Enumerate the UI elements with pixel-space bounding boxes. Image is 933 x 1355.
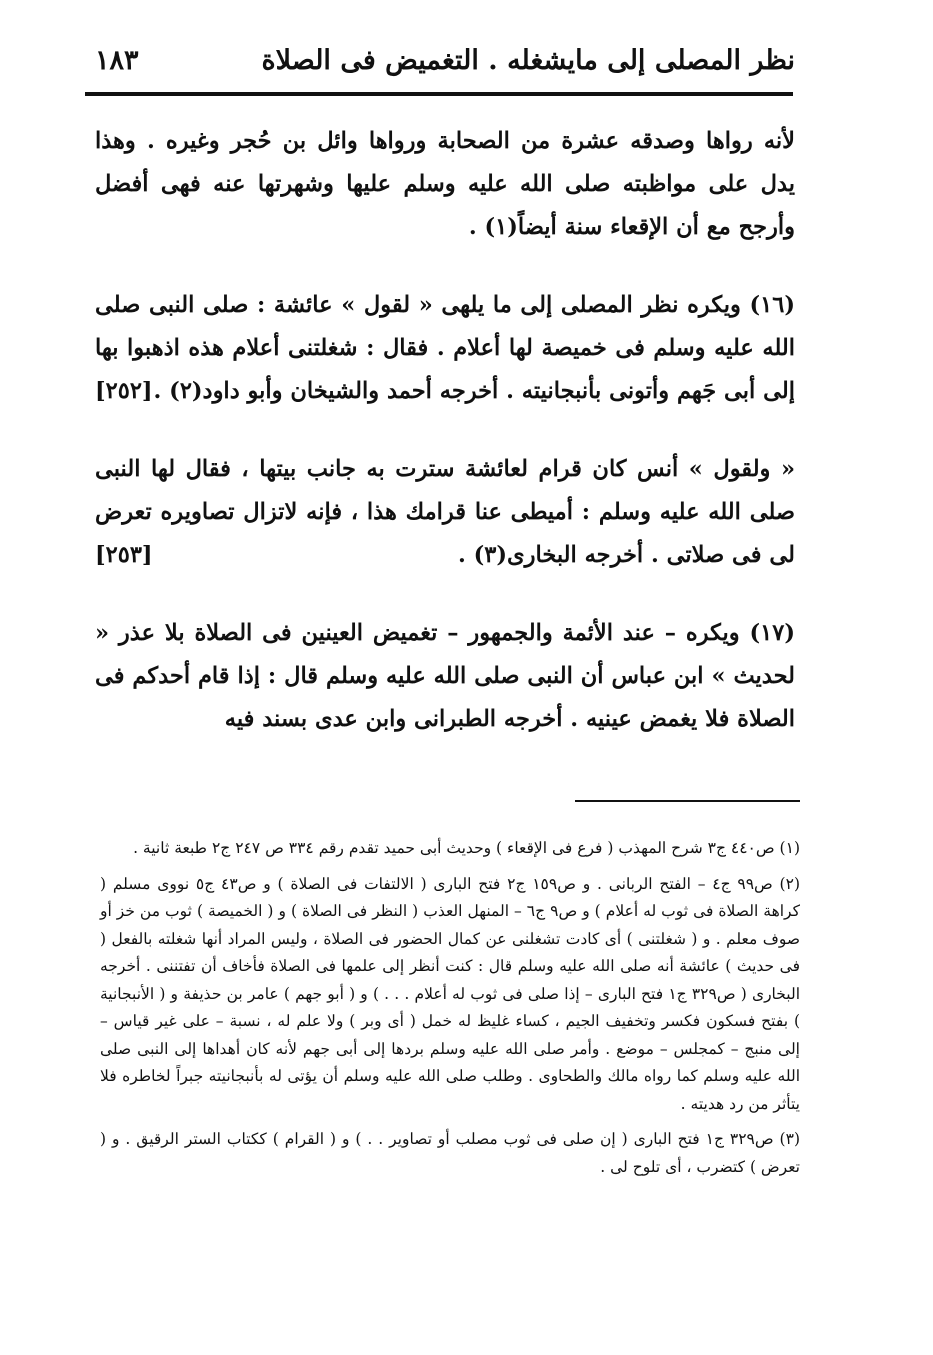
- hadith-number: [٢٥٣]: [95, 542, 153, 568]
- running-title: نظر المصلى إلى مايشغله . التغميض فى الصلاة: [261, 44, 795, 76]
- footnote-1: (١) ص٤٤٠ ج٣ شرح المهذب ( فرع فى الإقعاء ) وحديث أبى حميد تقدم رقم ٣٣٤ ص ٢٤٧ ج٢ طبعة ثانية .: [133, 839, 800, 857]
- main-text: [95, 120, 795, 741]
- paragraph-2: [95, 284, 795, 413]
- paragraph-text: (١٦) ويكره نظر المصلى إلى ما يلهى « لقول » عائشة : صلى النبى صلى الله عليه وسلم فى خميصة لها أعلام . فقال : شغلتنى أعلام هذه اذهبوا بها إلى أبى جَهم وأتونى بأنبجانيته . أخرجه أحمد والشيخان وأبو داود(٢) .: [95, 292, 795, 404]
- footnote-3: (٣) ص٣٢٩ ج١ فتح البارى ( إن صلى فى ثوب مصلب أو تصاوير . . ) و ( القرام ) ككتاب الستر الرقيق . و ( تعرض ) كتضرب ، أى تلوح لى .: [100, 1130, 800, 1176]
- hadith-number: [٢٥٢]: [95, 378, 153, 404]
- paragraph-3: [95, 448, 795, 577]
- paragraph-text: لأنه رواها وصدقه عشرة من الصحابة ورواها وائل بن حُجر وغيره . وهذا يدل على مواظبته صلى الله عليه وسلم عليها وشهرتها عنه فهى أفضل وأرجح مع أن الإقعاء سنة أيضاً(١) .: [95, 128, 795, 240]
- footnote-2: (٢) ص٩٩ ج٤ – الفتح الربانى . و ص١٥٩ ج٢ فتح البارى ( الالتفات فى الصلاة ) و ص٤٣ ج٥ نووى مسلم ( كراهة الصلاة فى ثوب له أعلام ) و ص٩ ج٦ – المنهل العذب ( النظر فى الصلاة ) و ( الخميصة ) ثوب من خز أو صوف معلم . و ( شغلتنى ) أى كادت تشغلنى عن كمال الحضور فى الصلاة ، وليس المراد أنها شغلته بالفعل ( فى حديث ) عائشة أنه صلى الله عليه وسلم قال : كنت أنظر إلى علمها فى الصلاة فأخاف أن تفتننى . أخرجه البخارى ( ص٣٢٩ ج١ فتح البارى – إذا صلى فى ثوب له أعلام . . . ) و ( أبو جهم ) عامر بن حذيفة و ( الأنبجانية ) بفتح فسكون فكسر وتخفيف الجيم ، كساء غليظ له خمل ( أى وبر ) ولا علم له ، نسبة – على غير قياس – إلى منبج – كمجلس – موضع . وأمر صلى الله عليه وسلم بردها إلى أبى جهم لأنه كان أهداها إلى النبى صلى الله عليه وسلم كما رواه مالك والطحاوى . وطلب صلى الله عليه وسلم أن يؤتى له بأنبجانيته جبراً لخاطره فلا يتأثر من رد هديته .: [100, 874, 800, 1113]
- paragraph-text: « ولقول » أنس كان قرام لعائشة سترت به جانب بيتها ، فقال لها النبى صلى الله عليه وسلم : أميطى عنا قرامك هذا ، فإنه لاتزال تصاويره تعرض لى فى صلاتى . أخرجه البخارى(٣) .: [95, 456, 795, 568]
- paragraph-text: (١٧) ويكره – عند الأئمة والجمهور – تغميض العينين فى الصلاة بلا عذر « لحديث » ابن عباس أن النبى صلى الله عليه وسلم قال : إذا قام أحدكم فى الصلاة فلا يغمض عينيه . أخرجه الطبرانى وابن عدى بسند فيه: [95, 620, 795, 732]
- header-rule: [85, 92, 793, 96]
- footnotes: [100, 835, 800, 1181]
- footnote-rule: [575, 800, 800, 802]
- page-number: ١٨٣: [95, 44, 139, 76]
- page-header: [95, 38, 795, 82]
- paragraph-4: [95, 612, 795, 741]
- paragraph-1: [95, 120, 795, 249]
